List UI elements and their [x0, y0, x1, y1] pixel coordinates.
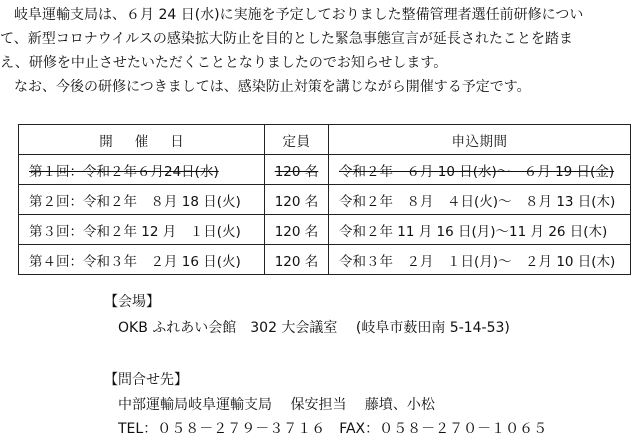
schedule-row-1-cancelled [19, 155, 631, 185]
header-capacity: 定員 [265, 125, 329, 155]
application-period: 令和３年 ２月 １日(月)～ ２月 10 日(木) [329, 245, 631, 275]
application-period: 令和２年 ６月 10 日(水)～ ６月 19 日(金) [329, 155, 631, 185]
session-capacity: 120 名 [265, 185, 329, 215]
session-capacity: 120 名 [265, 215, 329, 245]
session-date: 第１回：令和２年６月24日(水) [19, 155, 265, 185]
schedule-table [18, 124, 631, 275]
header-date: 開催日 [19, 125, 265, 155]
contact-phone-fax: TEL：０５８－２７９－３７１６ FAX：０５８－２７０－１０６５ [118, 421, 548, 437]
session-date: 第３回：令和２年 12 月 １日(火) [19, 215, 265, 245]
notice-line-3: え、研修を中止させたいただくこととなりましたのでお知らせします。 [0, 55, 448, 71]
session-capacity: 120 名 [265, 245, 329, 275]
venue-detail: OKB ふれあい会館 302 大会議室 (岐阜市薮田南 5-14-53) [118, 320, 510, 336]
session-date: 第４回：令和３年 ２月 16 日(火) [19, 245, 265, 275]
application-period: 令和２年 ８月 ４日(火)～ ８月 13 日(木) [329, 185, 631, 215]
session-capacity: 120 名 [265, 155, 329, 185]
header-period: 申込期間 [329, 125, 631, 155]
schedule-row-4 [19, 245, 631, 275]
notice-line-1: 岐阜運輸支局は、６月 24 日(水)に実施を予定しておりました整備管理者選任前研修につい [0, 7, 584, 23]
notice-line-4: なお、今後の研修につきましては、感染防止対策を講じながら開催する予定です。 [0, 79, 531, 95]
venue-heading: 【会場】 [104, 294, 160, 310]
schedule-header-row [19, 125, 631, 155]
session-date: 第２回：令和２年 ８月 18 日(火) [19, 185, 265, 215]
contact-heading: 【問合せ先】 [104, 372, 188, 388]
schedule-row-2 [19, 185, 631, 215]
application-period: 令和２年 11 月 16 日(月)～11 月 26 日(木) [329, 215, 631, 245]
contact-department: 中部運輸局岐阜運輸支局 保安担当 藤墳、小松 [118, 397, 435, 413]
schedule-row-3 [19, 215, 631, 245]
notice-line-2: て、新型コロナウイルスの感染拡大防止を目的とした緊急事態宣言が延長されたことを踏ま [0, 31, 573, 47]
